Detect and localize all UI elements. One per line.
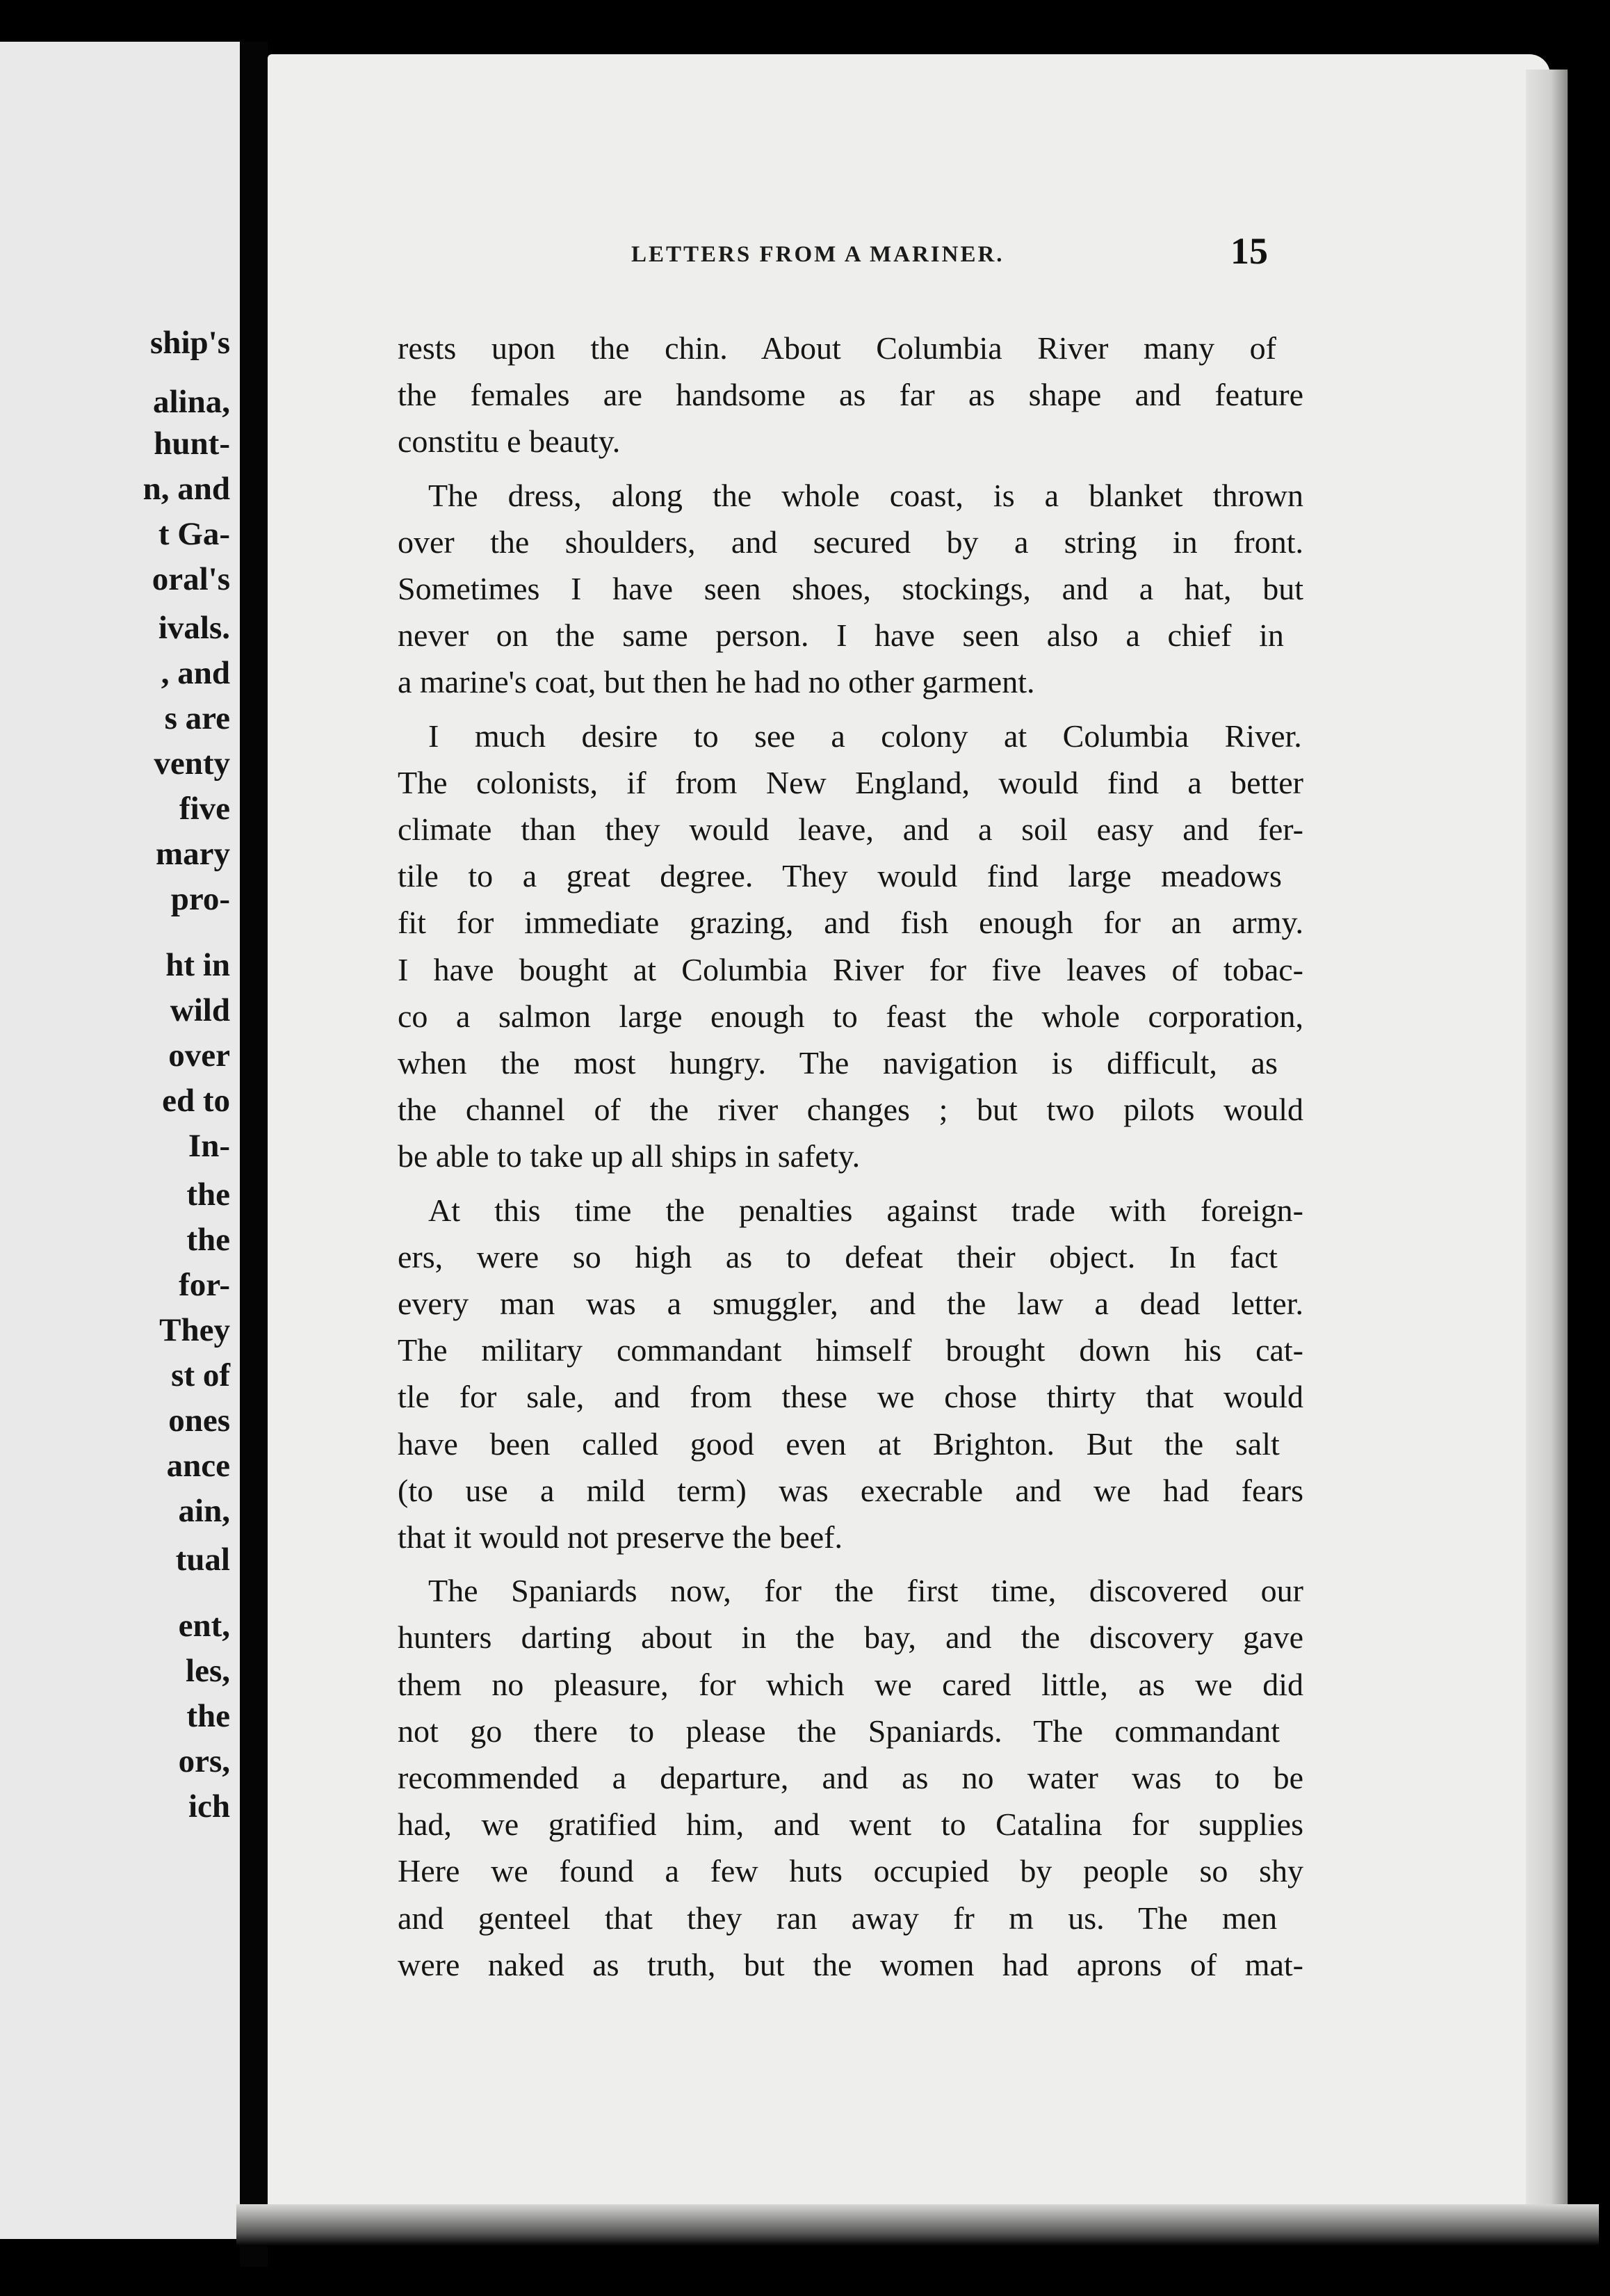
left-page-line: ance [166, 1448, 230, 1484]
body-line: tile to a great degree. They would find large meadows [398, 858, 1282, 894]
left-page-line: hunt- [154, 426, 230, 462]
body-line: that it would not preserve the beef. [398, 1519, 843, 1555]
page-bottom-edge [236, 2204, 1599, 2246]
left-page-line: alina, [152, 384, 230, 420]
left-page-line: ivals. [158, 610, 230, 646]
body-line: rests upon the chin. About Columbia River many of [398, 330, 1276, 366]
body-line: had, we gratified him, and went to Catalina for supplies [398, 1806, 1303, 1842]
left-page-line: for- [179, 1267, 230, 1303]
left-page-line: the [186, 1222, 230, 1258]
left-page-line: wild [170, 992, 230, 1028]
body-line: a marine's coat, but then he had no other garment. [398, 664, 1035, 700]
body-line: I have bought at Columbia River for five leaves of tobac- [398, 952, 1303, 987]
body-line: them no pleasure, for which we cared little, as we did [398, 1667, 1303, 1702]
body-line: have been called good even at Brighton. But the salt [398, 1426, 1280, 1462]
body-line: be able to take up all ships in safety. [398, 1138, 861, 1174]
left-page-line: ed to [162, 1083, 230, 1119]
body-line: were naked as truth, but the women had aprons of mat- [398, 1947, 1303, 1982]
body-line: the females are handsome as far as shape and feature [398, 377, 1303, 412]
running-title: LETTERS FROM A MARINER. [631, 242, 1005, 267]
body-line: At this time the penalties against trade with foreign- [428, 1193, 1303, 1228]
left-page-line: n, and [143, 471, 230, 507]
left-page-line: ain, [178, 1493, 230, 1529]
left-page-line: the [186, 1177, 230, 1213]
left-page-line: mary [155, 836, 230, 872]
body-line: constitu e beauty. [398, 423, 621, 459]
left-page-line: ht in [165, 947, 230, 983]
left-page-line: s are [164, 700, 230, 736]
body-line: Sometimes I have seen shoes, stockings, and a hat, but [398, 571, 1303, 606]
body-line: The Spaniards now, for the first time, discovered our [428, 1573, 1303, 1608]
left-page-line: In- [188, 1128, 230, 1164]
left-page-line: ors, [178, 1743, 230, 1779]
body-line: The dress, along the whole coast, is a blanket thrown [428, 478, 1303, 513]
body-line: the channel of the river changes ; but two pilots would [398, 1092, 1303, 1127]
left-page-line: venty [154, 745, 230, 782]
body-line: co a salmon large enough to feast the whole corporation, [398, 999, 1303, 1034]
body-line: hunters darting about in the bay, and the discovery gave [398, 1619, 1303, 1655]
page-edge-shadow [1526, 70, 1568, 2239]
left-page-line: st of [171, 1357, 230, 1393]
body-line: Here we found a few huts occupied by people so shy [398, 1853, 1303, 1889]
left-page-line: oral's [152, 561, 230, 597]
body-line: (to use a mild term) was execrable and we had fears [398, 1473, 1303, 1508]
body-line: when the most hungry. The navigation is difficult, as [398, 1045, 1278, 1081]
left-page-line: the [186, 1698, 230, 1734]
left-page-line: ich [188, 1788, 230, 1825]
body-line: tle for sale, and from these we chose thirty that would [398, 1379, 1303, 1414]
body-line: and genteel that they ran away fr m us. The men [398, 1900, 1278, 1936]
body-line: fit for immediate grazing, and fish enough for an army. [398, 905, 1303, 940]
body-line: The colonists, if from New England, would find a better [398, 765, 1303, 800]
body-line: over the shoulders, and secured by a string in front. [398, 524, 1303, 560]
left-page-line: les, [186, 1653, 230, 1689]
left-page-line: ones [168, 1402, 230, 1439]
body-line: never on the same person. I have seen also a chief in [398, 617, 1284, 653]
left-page-line: five [179, 791, 230, 827]
body-line: recommended a departure, and as no water was to be [398, 1760, 1303, 1795]
body-line: The military commandant himself brought down his cat- [398, 1332, 1303, 1368]
body-line: climate than they would leave, and a soil easy and fer- [398, 811, 1303, 847]
body-line: not go there to please the Spaniards. The commandant [398, 1713, 1280, 1749]
body-line: ers, were so high as to defeat their object. In fact [398, 1239, 1278, 1275]
left-page-line: They [159, 1312, 230, 1348]
book-gutter [240, 42, 268, 2267]
body-line: I much desire to see a colony at Columbia River. [428, 718, 1302, 754]
left-page-line: over [168, 1037, 230, 1074]
left-page-line: pro- [170, 881, 230, 917]
left-facing-page [0, 42, 240, 2239]
left-page-line: ent, [178, 1608, 230, 1644]
left-page-line: ship's [150, 325, 230, 361]
body-line: every man was a smuggler, and the law a dead letter. [398, 1286, 1303, 1321]
page-number: 15 [1230, 230, 1268, 272]
left-page-line: , and [161, 655, 230, 691]
left-page-line: tual [175, 1542, 230, 1578]
left-page-line: t Ga- [158, 516, 230, 552]
